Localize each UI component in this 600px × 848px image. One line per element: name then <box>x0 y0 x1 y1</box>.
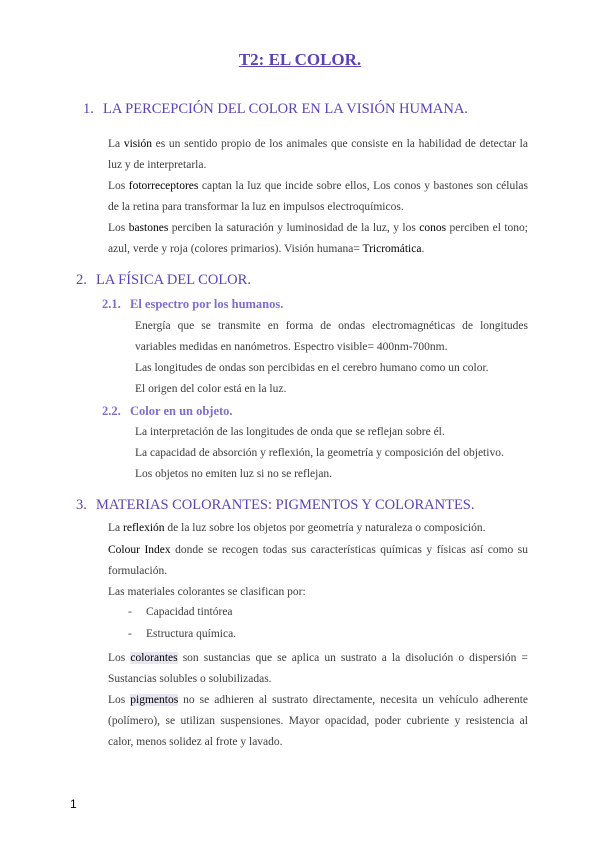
text: donde se recogen todas sus características químicas y físicas así como su formulación. <box>108 544 528 577</box>
page-number: 1 <box>70 797 77 811</box>
list-dash: - <box>128 628 132 640</box>
section-2-heading <box>76 272 251 289</box>
term-highlight: fotorreceptores <box>128 180 199 192</box>
term-highlight: reflexión <box>123 522 165 534</box>
section-number: 3. <box>76 497 87 513</box>
paragraph-origen: El origen del color está en la luz. <box>135 383 287 395</box>
paragraph-energia: Energía que se transmite en forma de ondas electromagnéticas de longitudes variables medidas en nanómetros. Espectro visible= 400nm-700nm. <box>135 320 528 353</box>
text: Los <box>108 652 131 664</box>
list-item <box>128 628 236 640</box>
subsection-title: El espectro por los humanos. <box>130 297 284 311</box>
paragraph-pigmentos <box>108 690 528 753</box>
text: perciben la saturación y luminosidad de la luz, y los <box>168 222 420 234</box>
term-highlight: Tricromática <box>362 243 422 255</box>
term-highlight: bastones <box>128 222 169 234</box>
paragraph-clasifican: Las materiales colorantes se clasifican por: <box>108 586 306 598</box>
text: captan la luz que incide sobre ellos, Los conos y bastones son células de la retina para transformar la luz en impulsos electroquímicos. <box>108 180 529 213</box>
page-title: T2: EL COLOR. <box>238 50 362 69</box>
paragraph-longitudes: Las longitudes de ondas son percibidas en el cerebro humano como un color. <box>135 362 489 374</box>
section-title: LA FÍSICA DEL COLOR. <box>96 272 251 288</box>
paragraph-colour-index <box>108 540 528 582</box>
text: Los <box>108 694 131 706</box>
list-item <box>128 606 233 618</box>
subsection-title: Color en un objeto. <box>130 404 233 418</box>
text: perciben el tono; azul, verde y roja (colores primarios). Visión humana= <box>108 222 528 255</box>
list-dash: - <box>128 606 132 618</box>
text: de la luz sobre los objetos por geometría y naturaleza o composición. <box>164 522 486 534</box>
section-title: MATERIAS COLORANTES: PIGMENTOS Y COLORANTES. <box>96 497 475 513</box>
paragraph-capacidad: La capacidad de absorción y reflexión, la geometría y composición del objetivo. <box>135 447 504 459</box>
text: La <box>108 138 124 150</box>
paragraph-interpretacion: La interpretación de las longitudes de onda que se reflejan sobre él. <box>135 426 445 438</box>
section-1-heading <box>83 101 468 118</box>
paragraph-vision <box>108 134 528 176</box>
text: Los <box>108 222 129 234</box>
text: son sustancias que se aplica un sustrato a la disolución o dispersión = Sustancias solubles o solubilizadas. <box>108 652 528 685</box>
subsection-2-1-heading <box>102 297 283 312</box>
term-highlight: colorantes <box>130 652 178 664</box>
subsection-number: 2.1. <box>102 297 121 311</box>
term-highlight: conos <box>419 222 447 234</box>
text: es un sentido propio de los animales que consiste en la habilidad de detectar la luz y de interpretarla. <box>108 138 528 171</box>
subsection-2-2-heading <box>102 404 233 419</box>
list-text: Capacidad tintórea <box>146 606 233 618</box>
paragraph-colorantes <box>108 648 528 690</box>
list-text: Estructura química. <box>146 628 237 640</box>
section-number: 2. <box>76 272 87 288</box>
paragraph-bastones <box>108 218 528 260</box>
subsection-number: 2.2. <box>102 404 121 418</box>
term-highlight: pigmentos <box>130 694 179 706</box>
paragraph-objetos: Los objetos no emiten luz si no se reflejan. <box>135 468 333 480</box>
text: La <box>108 522 124 534</box>
section-number: 1. <box>83 101 94 117</box>
term-highlight: Colour Index <box>108 544 171 556</box>
paragraph-reflexion <box>108 518 528 539</box>
text: . <box>421 243 425 255</box>
paragraph-fotorreceptores <box>108 176 528 218</box>
text: Los <box>108 180 129 192</box>
section-title: LA PERCEPCIÓN DEL COLOR EN LA VISIÓN HUMANA. <box>103 101 468 117</box>
text: no se adhieren al sustrato directamente, necesita un vehículo adherente (polímero), se utilizan suspensiones. Mayor opacidad, poder cubriente y resistencia al calor, menos solidez al frote y lavado. <box>108 694 528 748</box>
section-3-heading <box>76 497 475 514</box>
term-highlight: visión <box>123 138 152 150</box>
